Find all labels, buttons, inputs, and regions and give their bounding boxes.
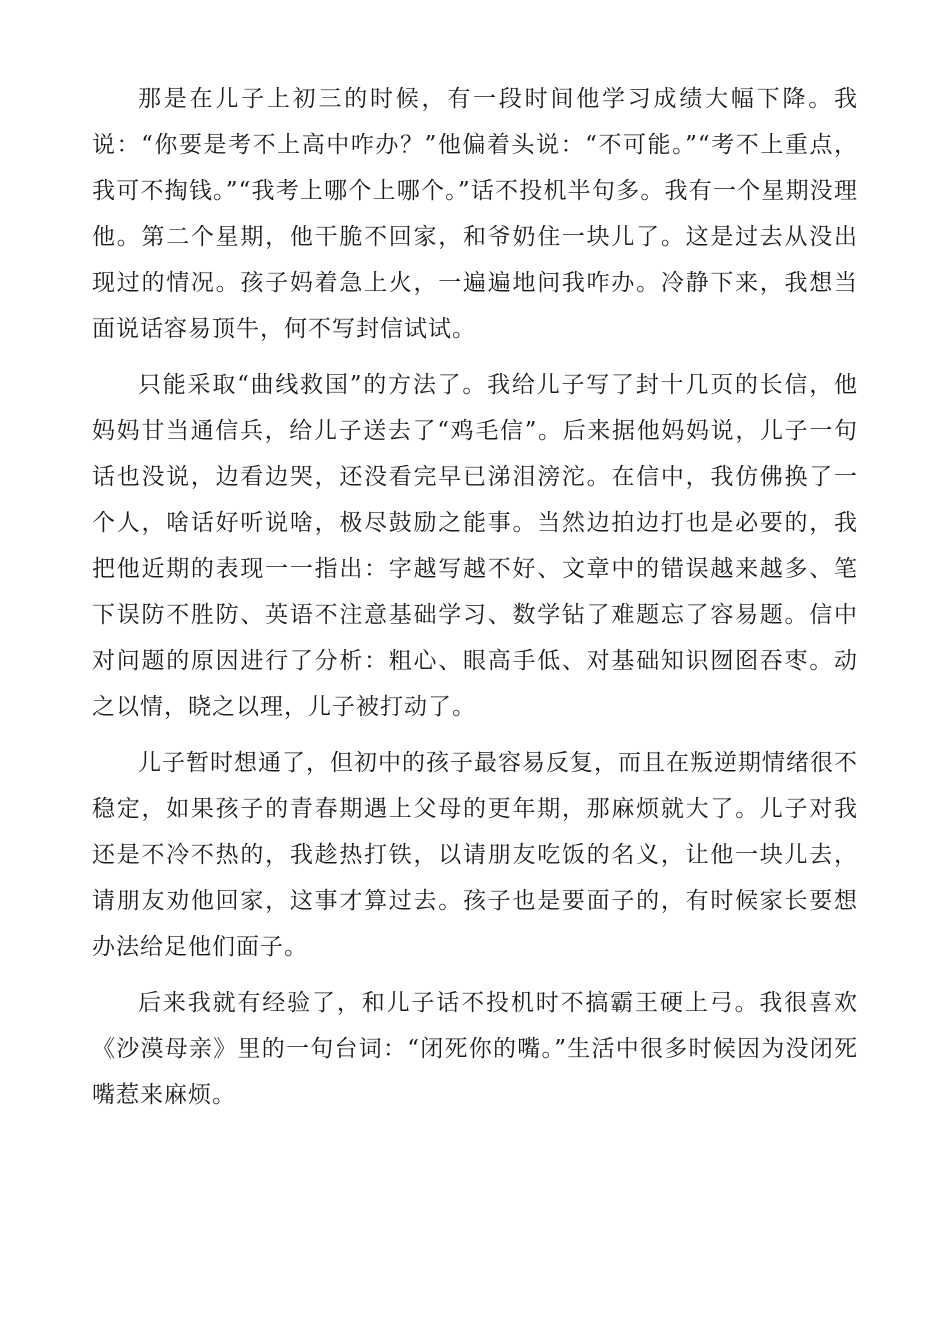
paragraph-4: 后来我就有经验了，和儿子话不投机时不搞霸王硬上弓。我很喜欢《沙漠母亲》里的一句台词：“闭死你的嘴。”生活中很多时候因为没闭死嘴惹来麻烦。 xyxy=(92,990,858,1108)
paragraph-1: 那是在儿子上初三的时候，有一段时间他学习成绩大幅下降。我说：“你要是考不上高中咋办？”他偏着头说：“不可能。”“考不上重点，我可不掏钱。”“我考上哪个上哪个。”话不投机半句多。我有一个星期没理他。第二个星期，他干脆不回家，和爷奶住一块儿了。这是过去从没出现过的情况。孩子妈着急上火，一遍遍地问我咋办。冷静下来，我想当面说话容易顶牛，何不写封信试试。 xyxy=(92,86,858,342)
paragraph-3: 儿子暂时想通了，但初中的孩子最容易反复，而且在叛逆期情绪很不稳定，如果孩子的青春期遇上父母的更年期，那麻烦就大了。儿子对我还是不冷不热的，我趁热打铁，以请朋友吃饭的名义，让他一块儿去，请朋友劝他回家，这事才算过去。孩子也是要面子的，有时候家长要想办法给足他们面子。 xyxy=(92,750,858,960)
paragraph-2: 只能采取“曲线救国”的方法了。我给儿子写了封十几页的长信，他妈妈甘当通信兵，给儿子送去了“鸡毛信”。后来据他妈妈说，儿子一句话也没说，边看边哭，还没看完早已涕泪滂沱。在信中，我仿佛换了一个人，啥话好听说啥，极尽鼓励之能事。当然边拍边打也是必要的，我把他近期的表现一一指出：字越写越不好、文章中的错误越来越多、笔下误防不胜防、英语不注意基础学习、数学钻了难题忘了容易题。信中对问题的原因进行了分析：粗心、眼高手低、对基础知识囫囵吞枣。动之以情，晓之以理，儿子被打动了。 xyxy=(92,372,858,720)
document-body xyxy=(92,76,858,1128)
